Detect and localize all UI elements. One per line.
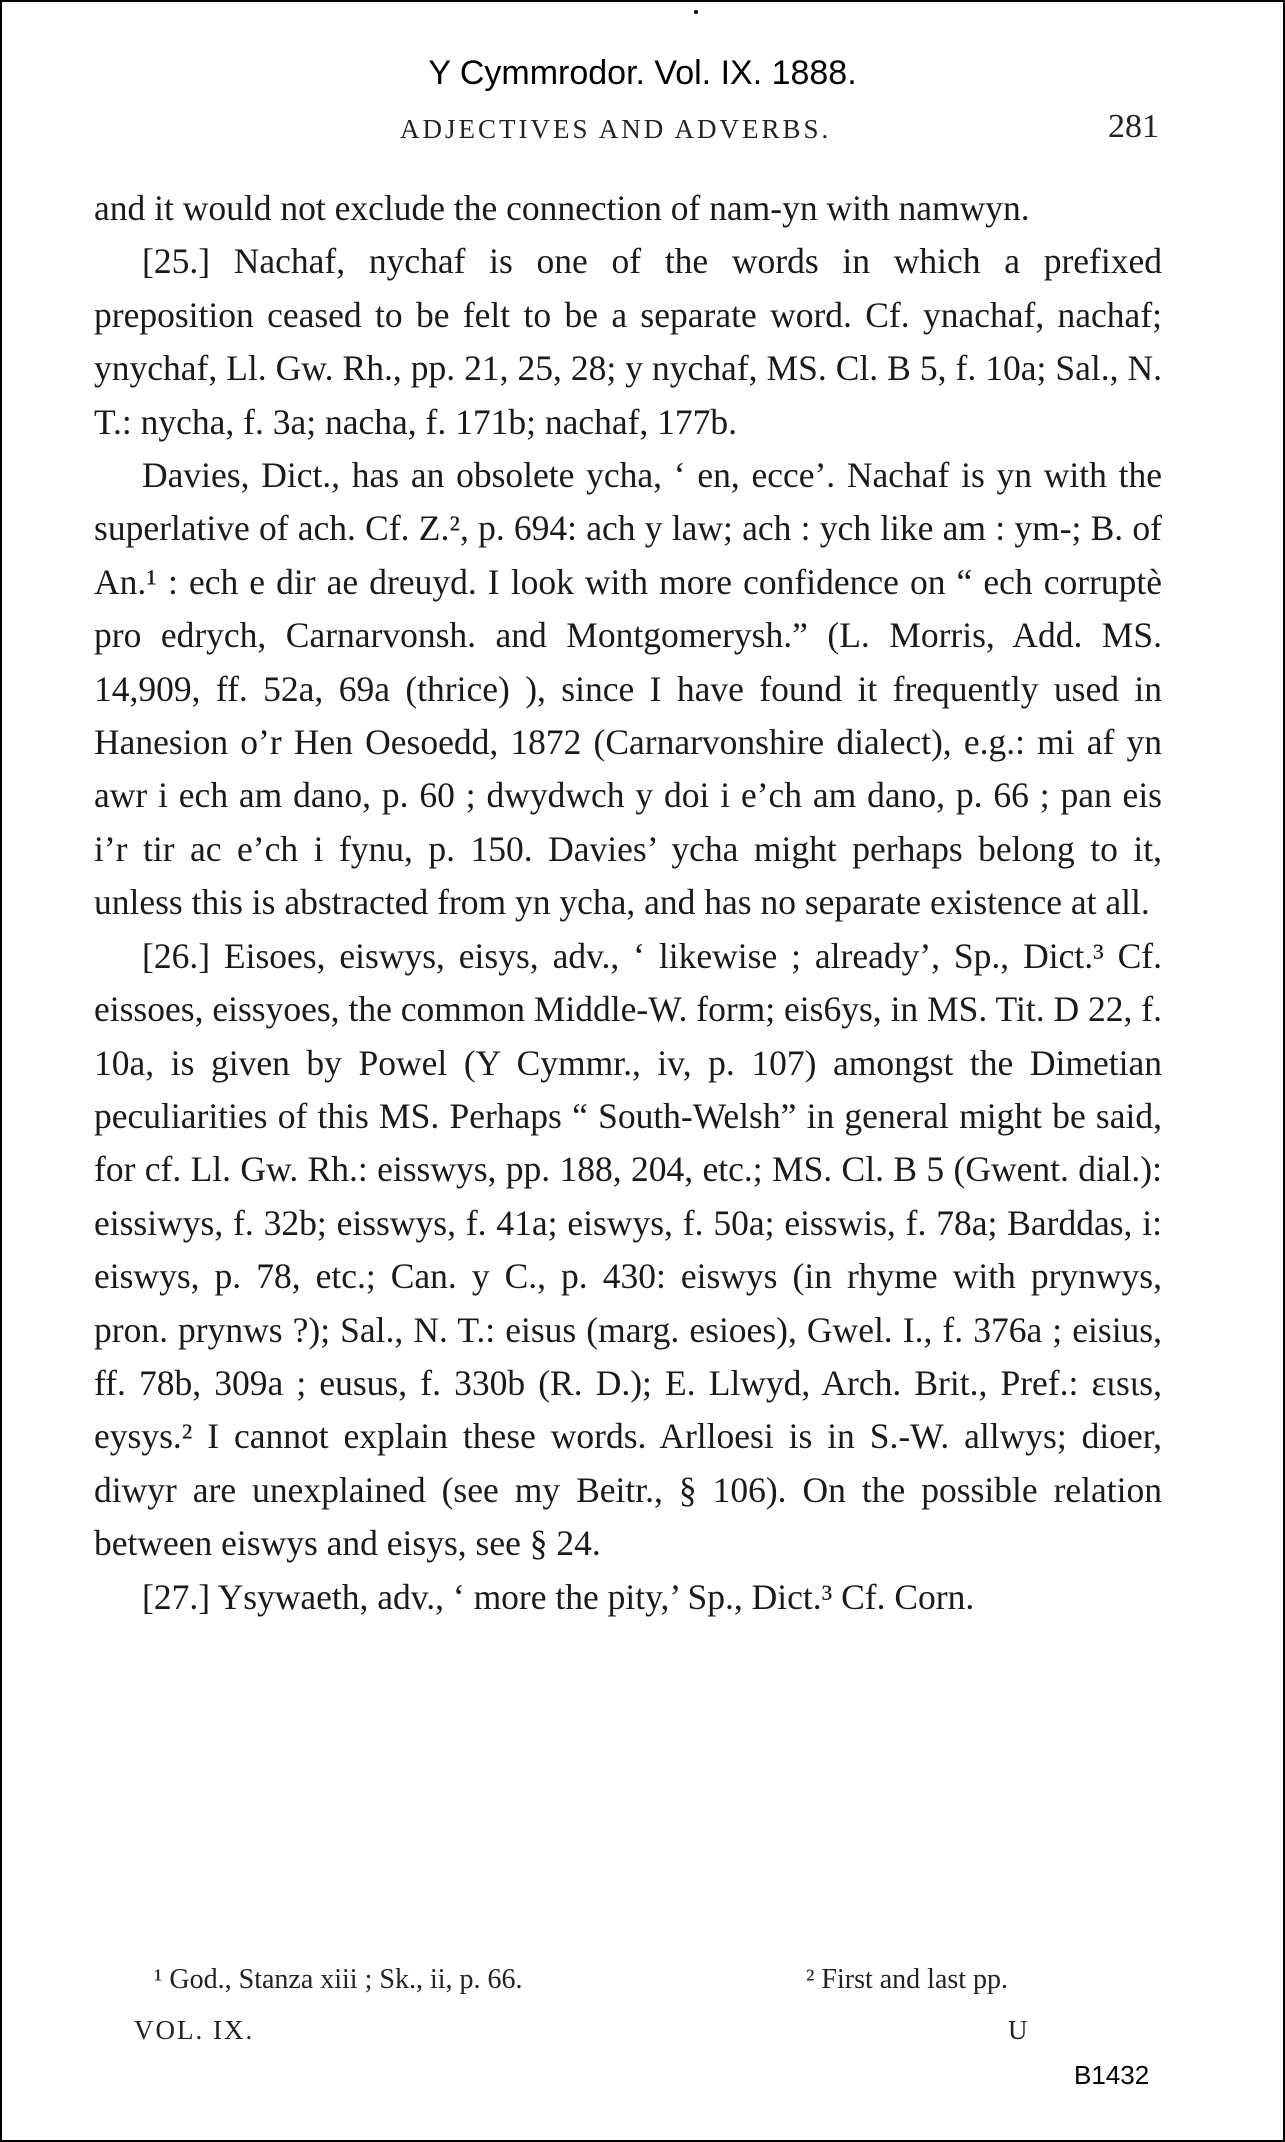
footnote-1: ¹ God., Stanza xiii ; Sk., ii, p. 66. xyxy=(154,1964,523,1995)
paragraph-26: [26.] Eisoes, eiswys, eisys, adv., ‘ likewise ; already’, Sp., Dict.³ Cf. eissoes, eissyoes, the common Middle-W. form; eis6ys, in MS. Tit. D 22, f. 10a, is given by Powel (Y Cymmr., iv, p. 107) amongst the Dimetian peculiarities of this MS. Perhaps “ South-Welsh” in general might be said, for cf. Ll. Gw. Rh.: eisswys, pp. 188, 204, etc.; MS. Cl. B 5 (Gwent. dial.): eissiwys, f. 32b; eisswys, f. 41a; eiswys, f. 50a; eisswis, f. 78a; Barddas, i: eiswys, p. 78, etc.; Can. y C., p. 430: eiswys (in rhyme with prynwys, pron. prynws ?); Sal., N. T.: eisus (marg. esioes), Gwel. I., f. 376a ; eisius, ff. 78b, 309a ; eusus, f. 330b (R. D.); E. Llwyd, Arch. Brit., Pref.: ειsιs, eysys.² I cannot explain these words. Arlloesi is in S.-W. allwys; dioer, diwyr are unexplained (see my Beitr., § 106). On the possible relation between eiswys and eisys, see § 24. xyxy=(94,935,1162,1564)
scan-speck xyxy=(694,10,698,14)
paragraph-27: [27.] Ysywaeth, adv., ‘ more the pity,’ Sp., Dict.³ Cf. Corn. xyxy=(142,1576,975,1617)
page-number: 281 xyxy=(1108,108,1159,145)
footer-volume: VOL. IX. xyxy=(134,2015,255,2045)
running-head: ADJECTIVES AND ADVERBS. xyxy=(400,114,832,144)
footer-code: B1432 xyxy=(1074,2060,1150,2090)
body-text xyxy=(94,182,1162,1624)
footer-signature: U xyxy=(1008,2015,1028,2045)
paragraph-1: and it would not exclude the connection of nam-yn with namwyn. xyxy=(94,188,1030,228)
footnote-2: ² First and last pp. xyxy=(806,1964,1009,1995)
page-title: Y Cymmrodor. Vol. IX. 1888. xyxy=(428,54,857,92)
paragraph-25: [25.] Nachaf, nychaf is one of the words in which a prefixed preposition ceased to be felt to be a separate word. Cf. ynachaf, nachaf; ynychaf, Ll. Gw. Rh., pp. 21, 25, 28; y nychaf, MS. Cl. B 5, f. 10a; Sal., N. T.: nycha, f. 3a; nacha, f. 171b; nachaf, 177b. xyxy=(94,241,1162,442)
paragraph-davies: Davies, Dict., has an obsolete ycha, ‘ en, ecce’. Nachaf is yn with the superlative of ach. Cf. Z.², p. 694: ach y law; ach : ych like am : ym-; B. of An.¹ : ech e dir ae dreuyd. I look with more confidence on “ ech corruptè pro edrych, Carnarvonsh. and Montgomerysh.” (L. Morris, Add. MS. 14,909, ff. 52a, 69a (thrice) ), since I have found it frequently used in Hanesion o’r Hen Oesoedd, 1872 (Carnarvonshire dialect), e.g.: mi af yn awr i ech am dano, p. 60 ; dwydwch y doi i e’ch am dano, p. 66 ; pan eis i’r tir ac e’ch i fynu, p. 150. Davies’ ycha might perhaps belong to it, unless this is abstracted from yn ycha, and has no separate existence at all. xyxy=(94,455,1162,923)
